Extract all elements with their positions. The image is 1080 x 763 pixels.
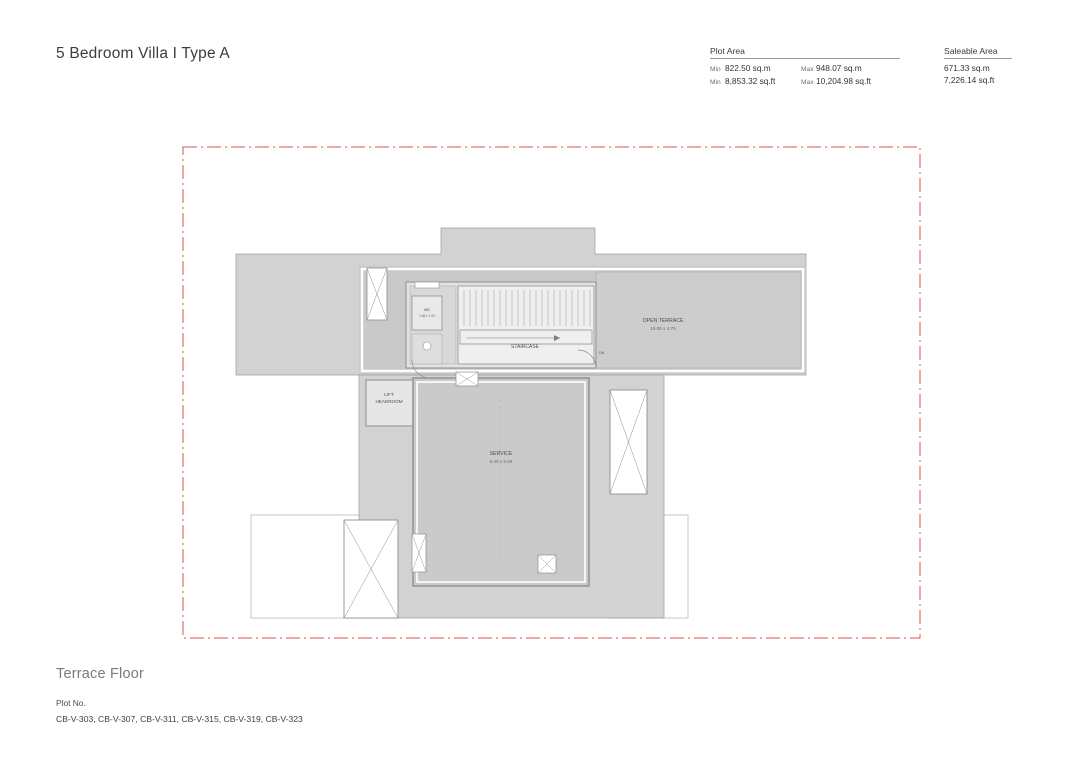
service-floor [413,378,589,586]
duct-mid [456,372,478,386]
min-value: 822.50 sq.m [725,63,771,73]
wc-fixture [423,342,431,350]
label-service-dim: 6.40 x 9.59 [489,459,513,464]
label-open-terrace: OPEN TERRACE [642,318,684,324]
label-service: SERVICE [489,451,513,457]
max-label: Max [801,66,814,73]
shaft-right [610,390,647,494]
wd-room [412,296,442,330]
saleable-area-row [944,75,1054,87]
plot-area-row [710,76,900,89]
saleable-value: 671.33 sq.m [944,63,990,73]
max-value: 10,204.98 sq.ft [816,75,871,86]
label-open-terrace-dim: 18.05 x 4.75 [650,326,676,331]
saleable-area-block [944,46,1054,86]
floor-plan-drawing [0,100,1080,660]
page-title: 5 Bedroom Villa I Type A [56,45,230,62]
min-label: Min [710,78,721,86]
plot-no-label: Plot No. [56,698,86,708]
saleable-area-row [944,63,1054,75]
shaft-bottom-left [344,520,398,618]
plot-area-heading: Plot Area [710,46,900,59]
label-staircase: STAIRCASE [511,344,539,350]
duct-small-left [412,534,426,572]
label-lift-headroom: HEADROOM [375,399,403,404]
label-dn: DN [599,351,605,355]
saleable-value: 7,226.14 sq.ft [944,74,995,85]
max-value: 948.07 sq.m [816,63,862,73]
saleable-area-heading: Saleable Area [944,46,1012,59]
label-lift: LIFT [384,392,394,397]
max-label: Max [801,78,814,86]
open-terrace-floor [596,272,801,368]
floor-label: Terrace Floor [56,666,145,682]
min-label: Min [710,66,721,73]
staircase-well [458,286,594,364]
plot-area-row [710,63,900,76]
label-wd-dim: 1.68 x 1.64 [419,314,435,318]
label-wd: WD [424,308,430,312]
duct-small-bottom [538,555,556,573]
shaft-upper-left [367,268,387,320]
plot-area-block [710,46,900,88]
min-value: 8,853.32 sq.ft [725,75,776,86]
plot-no-list: CB-V-303, CB-V-307, CB-V-311, CB-V-315, CB-V-319, CB-V-323 [56,714,303,724]
wd-fixture [415,282,439,288]
